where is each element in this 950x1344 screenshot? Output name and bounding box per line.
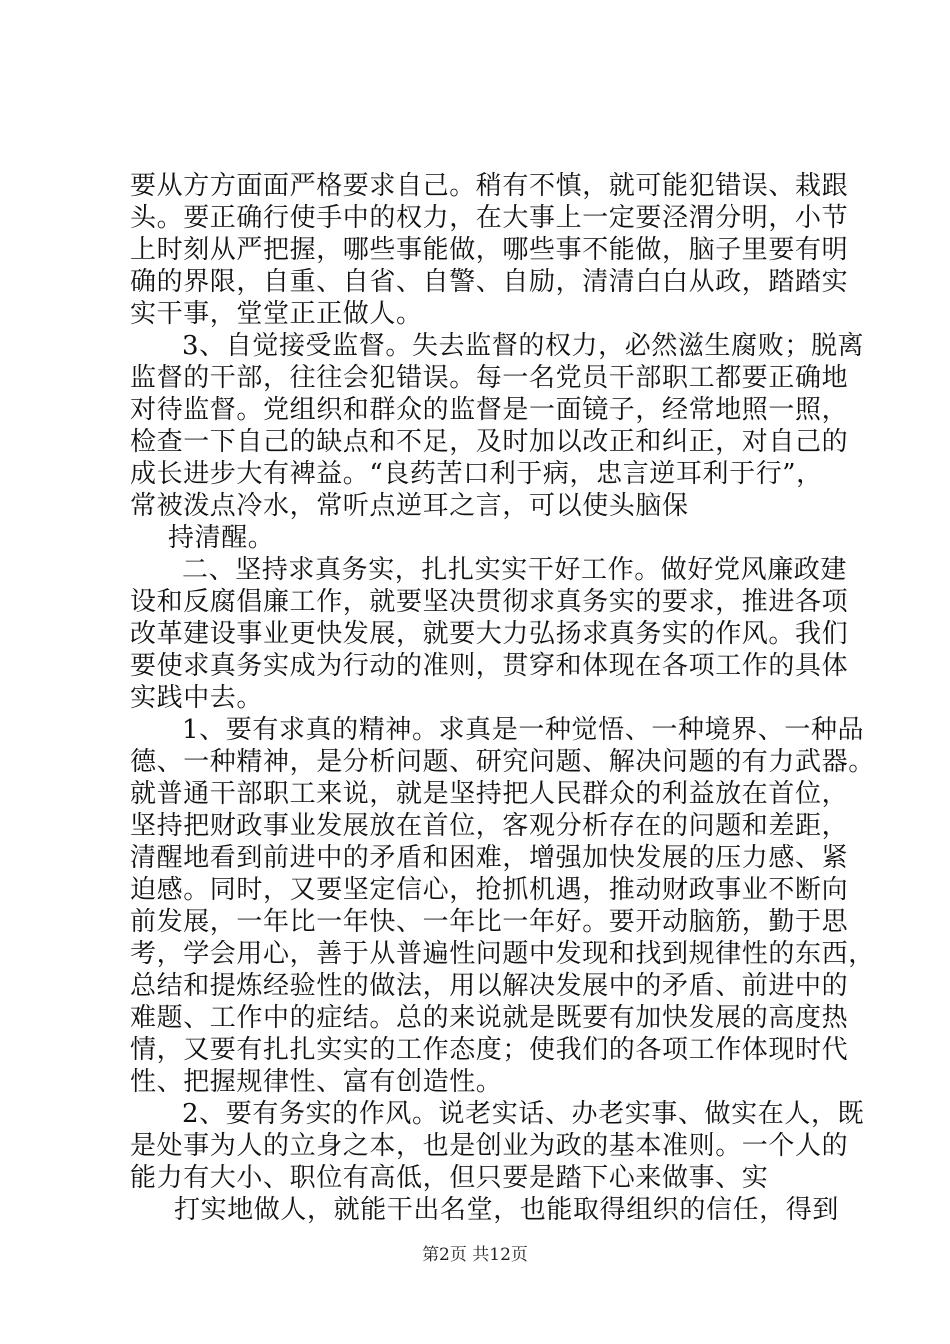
text-line: 检查一下自己的缺点和不足，及时加以改正和纠正，对自己的 [130,427,849,457]
text-line: 清醒地看到前进中的矛盾和困难，增强加快发展的压力感、紧 [130,843,849,873]
text-line: 2、要有务实的作风。说老实话、办老实事、做实在人，既 [182,1099,865,1129]
text-line: 常被泼点冷水，常听点逆耳之言，可以使头脑保 [130,491,689,521]
text-line: 考，学会用心，善于从普遍性问题中发现和找到规律性的东西， [130,939,875,969]
text-line: 难题、工作中的症结。总的来说就是既要有加快发展的高度热 [130,1003,849,1033]
text-line: 成长进步大有裨益。“良药苦口利于病，忠言逆耳利于行”， [130,459,823,489]
text-line: 改革建设事业更快发展，就要大力弘扬求真务实的作风。我们 [130,619,849,649]
text-line: 上时刻从严把握，哪些事能做，哪些事不能做，脑子里要有明 [130,235,849,265]
text-line: 1、要有求真的精神。求真是一种觉悟、一种境界、一种品 [182,715,865,745]
body-text [130,170,875,1226]
text-line: 设和反腐倡廉工作，就要坚决贯彻求真务实的要求，推进各项 [130,587,849,617]
text-line: 能力有大小、职位有高低，但只要是踏下心来做事、实 [130,1163,769,1193]
text-line: 就普通干部职工来说，就是坚持把人民群众的利益放在首位， [130,779,849,809]
text-line: 要使求真务实成为行动的准则，贯穿和体现在各项工作的具体 [130,651,849,681]
page-number-footer: 第2页 共12页 [422,1245,528,1265]
text-line: 头。要正确行使手中的权力，在大事上一定要泾渭分明，小节 [130,203,849,233]
text-line: 实践中去。 [130,683,264,713]
text-line: 德、一种精神，是分析问题、研究问题、解决问题的有力武器。 [130,747,875,777]
text-line: 实干事，堂堂正正做人。 [130,299,423,329]
text-line: 情，又要有扎扎实实的工作态度；使我们的各项工作体现时代 [130,1035,849,1065]
text-line: 总结和提炼经验性的做法，用以解决发展中的矛盾、前进中的 [130,971,849,1001]
text-line: 坚持把财政事业发展放在首位，客观分析存在的问题和差距， [130,811,849,841]
text-line: 要从方方面面严格要求自己。稍有不慎，就可能犯错误、栽跟 [130,171,849,201]
text-line: 对待监督。党组织和群众的监督是一面镜子，经常地照一照， [130,395,849,425]
text-line: 前发展，一年比一年快、一年比一年好。要开动脑筋，勤于思 [130,907,849,937]
text-line: 3、自觉接受监督。失去监督的权力，必然滋生腐败；脱离 [182,331,865,361]
text-line: 迫感。同时，又要坚定信心，抢抓机遇，推动财政事业不断向 [130,875,849,905]
text-line: 是处事为人的立身之本，也是创业为政的基本准则。一个人的 [130,1131,849,1161]
text-line: 确的界限，自重、自省、自警、自励，清清白白从政，踏踏实 [130,267,849,297]
text-line: 监督的干部，往往会犯错误。每一名党员干部职工都要正确地 [130,363,849,393]
text-line: 打实地做人，就能干出名堂，也能取得组织的信任，得到 [174,1195,840,1225]
text-line: 持清醒。 [168,523,275,553]
text-line: 二、坚持求真务实，扎扎实实干好工作。做好党风廉政建 [182,555,848,585]
text-line: 性、把握规律性、富有创造性。 [130,1067,503,1097]
